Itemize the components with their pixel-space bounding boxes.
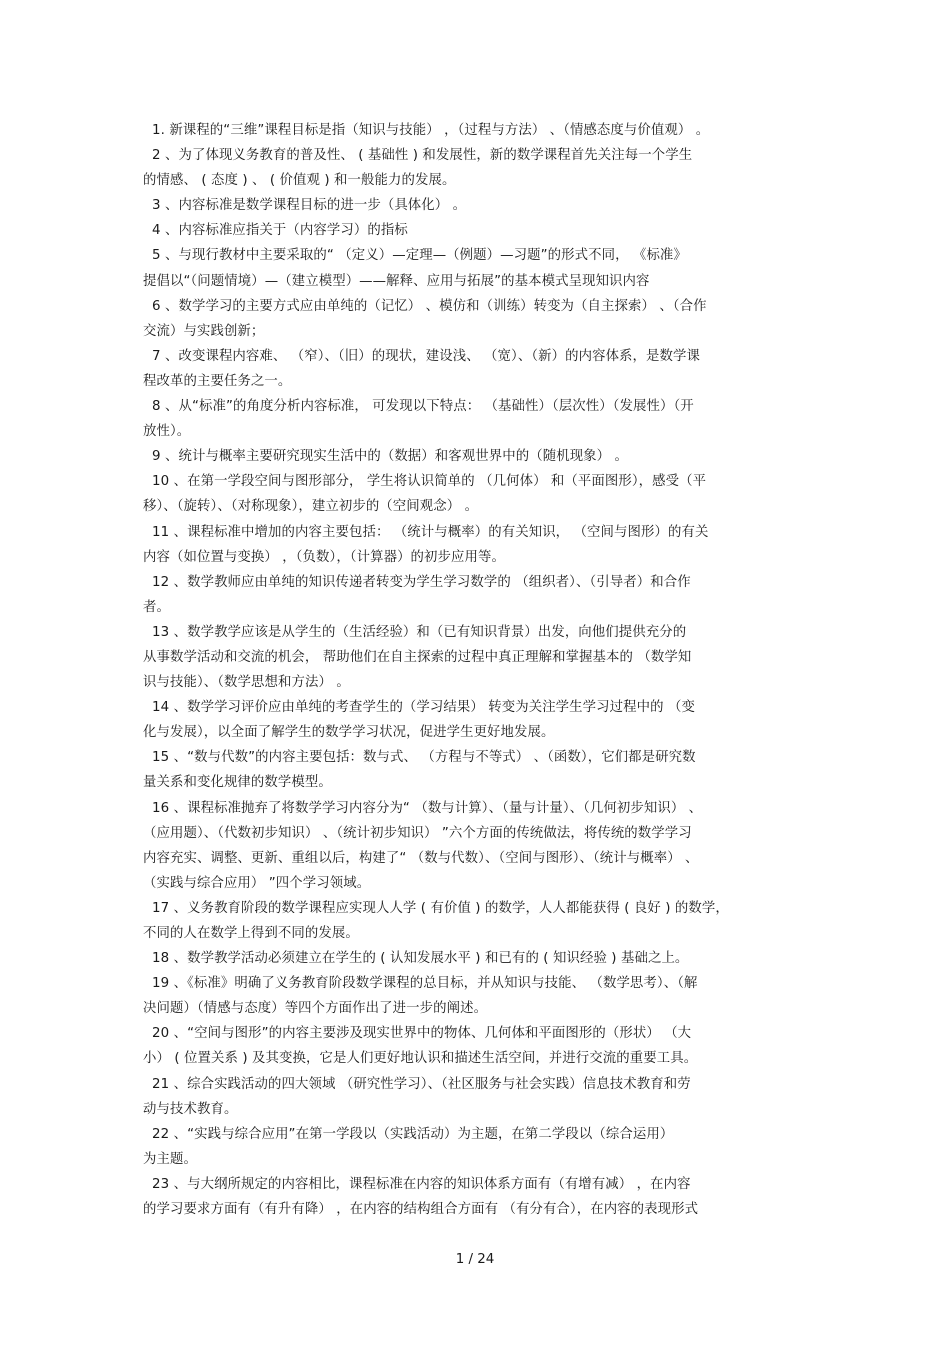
text-line: 小） ( 位置关系 ) 及其变换，它是人们更好地认识和描述生活空间，并进行交流的重要工具。 bbox=[143, 1051, 698, 1067]
text-line: 13 、数学教学应该是从学生的（生活经验）和（已有知识背景）出发，向他们提供充分的 bbox=[152, 624, 687, 640]
text-line: 7 、改变课程内容难、 （窄）、（旧）的现状，建设浅、 （宽）、（新）的内容体系，是数学课 bbox=[152, 348, 701, 364]
text-line: 15 、“数与代数”的内容主要包括：数与式、 （方程与不等式） 、（函数），它们都是研究数 bbox=[152, 750, 696, 766]
text-line: 5 、与现行教材中主要采取的“ （定义）—定理—（例题）—习题”的形式不同， 《标准》 bbox=[152, 248, 687, 264]
text-line: 决问题）（情感与态度）等四个方面作出了进一步的阐述。 bbox=[143, 1001, 488, 1017]
text-line: 17 、义务教育阶段的数学课程应实现人人学 ( 有价值 ) 的数学，人人都能获得 ( 良好 ) 的数学， bbox=[152, 900, 729, 916]
text-line: 2 、为了体现义务教育的普及性、 ( 基础性 ) 和发展性，新的数学课程首先关注每一个学生 bbox=[152, 148, 693, 164]
text-line: 提倡以“（问题情境）—（建立模型）——解释、应用与拓展”的基本模式呈现知识内容 bbox=[143, 273, 650, 289]
text-line: 量关系和变化规律的数学模型。 bbox=[143, 775, 332, 791]
text-line: 14 、数学学习评价应由单纯的考查学生的（学习结果） 转变为关注学生学习过程中的 （变 bbox=[152, 700, 695, 716]
text-line: 内容（如位置与变换） ，（负数），（计算器）的初步应用等。 bbox=[143, 549, 505, 565]
text-line: 交流）与实践创新； bbox=[143, 323, 265, 339]
page-number: 1 / 24 bbox=[455, 1252, 495, 1267]
text-line: 22 、“实践与综合应用”在第一学段以（实践活动）为主题，在第二学段以（综合运用） bbox=[152, 1126, 674, 1142]
text-line: 从事数学活动和交流的机会， 帮助他们在自主探索的过程中真正理解和掌握基本的 （数学知 bbox=[143, 649, 692, 665]
document-body bbox=[143, 118, 815, 1222]
text-line: 20 、“空间与图形”的内容主要涉及现实世界中的物体、几何体和平面图形的（形状） （大 bbox=[152, 1026, 692, 1042]
text-line: 4 、内容标准应指关于（内容学习）的指标 bbox=[152, 223, 408, 239]
text-line: 者。 bbox=[143, 599, 170, 615]
text-line: 11 、课程标准中增加的内容主要包括： （统计与概率）的有关知识， （空间与图形）的有关 bbox=[152, 524, 709, 540]
text-line: 不同的人在数学上得到不同的发展。 bbox=[143, 926, 359, 941]
text-line: 移）、（旋转）、（对称现象），建立初步的（空间观念） 。 bbox=[143, 499, 479, 515]
text-line: （实践与综合应用） ”四个学习领域。 bbox=[143, 875, 371, 891]
text-line: 6 、数学学习的主要方式应由单纯的（记忆） 、模仿和（训练）转变为（自主探索） 、（合作 bbox=[152, 298, 707, 314]
text-line: 识与技能）、（数学思想和方法） 。 bbox=[143, 675, 350, 691]
text-line: 8 、从“标准”的角度分析内容标准， 可发现以下特点： （基础性）（层次性）（发展性）（开 bbox=[152, 399, 694, 415]
text-line: 化与发展），以全面了解学生的数学学习状况，促进学生更好地发展。 bbox=[143, 725, 555, 741]
text-line: 18 、数学教学活动必须建立在学生的 ( 认知发展水平 ) 和已有的 ( 知识经验 ) 基础之上。 bbox=[152, 951, 689, 967]
text-line: 的学习要求方面有（有升有降） ，在内容的结构组合方面有 （有分有合），在内容的表现形式 bbox=[143, 1202, 699, 1218]
text-line: 3 、内容标准是数学课程目标的进一步（具体化） 。 bbox=[152, 198, 467, 214]
text-line: （应用题）、（代数初步知识） 、（统计初步知识） ”六个方面的传统做法，将传统的数学学习 bbox=[143, 825, 692, 841]
text-line: 16 、课程标准抛弃了将数学学习内容分为“ （数与计算）、（量与计量）、（几何初步知识） 、 bbox=[152, 800, 703, 816]
text-line: 动与技术教育。 bbox=[143, 1101, 238, 1117]
text-line: 12 、数学教师应由单纯的知识传递者转变为学生学习数学的 （组织者）、（引导者）和合作 bbox=[152, 574, 691, 590]
text-line: 21 、综合实践活动的四大领域 （研究性学习）、（社区服务与社会实践）信息技术教育和劳 bbox=[152, 1076, 691, 1092]
text-line: 19 、《标准》明确了义务教育阶段数学课程的总目标，并从知识与技能、 （数学思考）、（解 bbox=[152, 976, 698, 992]
text-line: 程改革的主要任务之一。 bbox=[143, 373, 292, 389]
text-line: 9 、统计与概率主要研究现实生活中的（数据）和客观世界中的（随机现象） 。 bbox=[152, 449, 629, 465]
text-line: 10 、在第一学段空间与图形部分， 学生将认识简单的 （几何体） 和（平面图形），感受（平 bbox=[152, 474, 707, 490]
text-line: 23 、与大纲所规定的内容相比，课程标准在内容的知识体系方面有（有增有减） ，在内容 bbox=[152, 1176, 691, 1192]
text-line: 的情感、 ( 态度 ) 、 ( 价值观 ) 和一般能力的发展。 bbox=[143, 173, 456, 189]
text-line: 为主题。 bbox=[143, 1151, 197, 1167]
text-line: 1. 新课程的“三维”课程目标是指（知识与技能） ，（过程与方法） 、（情感态度与价值观） 。 bbox=[152, 123, 710, 138]
text-line: 放性）。 bbox=[143, 424, 191, 440]
text-line: 内容充实、调整、更新、重组以后，构建了“ （数与代数）、（空间与图形）、（统计与概率） 、 bbox=[143, 850, 699, 866]
